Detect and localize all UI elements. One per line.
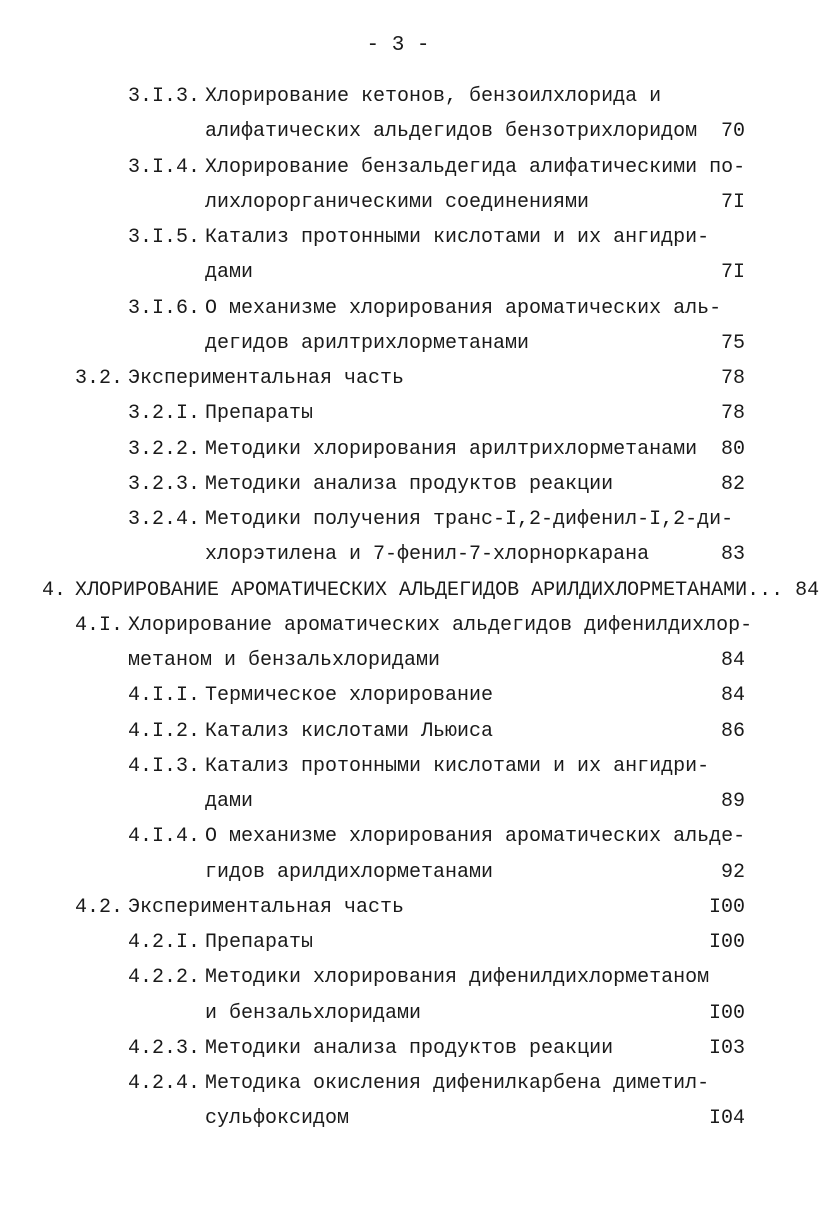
section-number: 3.2.3. — [128, 472, 201, 496]
toc-entry-line — [0, 647, 796, 675]
section-title: метаном и бензальхлоридами — [128, 649, 441, 672]
section-number: 4.2. — [75, 895, 124, 919]
page-ref: 86 — [720, 719, 745, 743]
section-title: гидов арилдихлорметанами — [205, 860, 494, 884]
toc-entry-line — [0, 400, 796, 428]
section-title: дегидов арилтрихлорметанами — [205, 331, 530, 355]
section-title: Хлорирование кетонов, бензоилхлорида и — [205, 85, 662, 108]
toc-entry-line — [0, 964, 796, 992]
page-ref: 75 — [720, 331, 745, 355]
section-number: 3.2.2. — [128, 437, 201, 461]
section-number: 4.I.I. — [128, 684, 201, 708]
toc-entry-line — [0, 1000, 796, 1028]
section-number: 3.2.I. — [128, 402, 201, 426]
section-title: Методики анализа продуктов реакции — [205, 472, 614, 496]
section-title: алифатических альдегидов бензотрихлоридом — [205, 120, 698, 144]
toc-entry-line — [0, 295, 796, 323]
section-title: Методика окисления дифенилкарбена диметил- — [205, 1072, 710, 1095]
dot-leader — [501, 859, 713, 887]
toc-entry-line — [0, 894, 796, 922]
section-title: Препараты — [205, 931, 314, 954]
section-title: хлорэтилена и 7-фенил-7-хлорноркарана — [205, 543, 650, 567]
dot-leader — [412, 365, 713, 393]
dot-leader — [657, 541, 713, 569]
toc-entry-line — [0, 436, 796, 464]
toc-entry-line — [0, 259, 796, 287]
section-number: 4.2.2. — [128, 966, 201, 990]
section-title: Хлорирование ароматических альдегидов дифенилдихлор- — [128, 613, 753, 637]
toc-entry-line — [0, 1105, 796, 1133]
section-number: 3.2.4. — [128, 508, 201, 531]
dot-leader — [357, 1105, 701, 1133]
section-title: Хлорирование бензальдегида алифатическими по- — [205, 155, 746, 179]
page-ref: I00 — [708, 1001, 745, 1025]
toc-entry-line — [0, 718, 796, 746]
page-ref: I00 — [708, 895, 745, 919]
section-number: 4.2.I. — [128, 931, 201, 954]
toc-entry-line — [0, 83, 796, 111]
section-title: Катализ протонными кислотами и их ангидри- — [205, 754, 710, 778]
toc-entry-line — [0, 823, 796, 851]
section-number: 4. — [42, 578, 67, 602]
page-ref: 92 — [720, 860, 745, 884]
toc-entry-line — [0, 471, 796, 499]
dot-leader — [621, 1035, 701, 1063]
dot-leader — [537, 330, 713, 358]
page-ref: 70 — [720, 120, 745, 144]
section-number: 4.2.4. — [128, 1072, 201, 1095]
page-ref: I04 — [708, 1107, 745, 1131]
toc-entry-line — [0, 612, 796, 640]
toc-entry-line — [0, 330, 796, 358]
page-ref: 89 — [720, 790, 745, 813]
page-ref: 7I — [720, 261, 745, 285]
toc-entry-line — [0, 541, 796, 569]
toc-entry-line — [0, 154, 796, 182]
section-title: и бензальхлоридами — [205, 1001, 422, 1025]
dot-leader — [501, 718, 713, 746]
dot-leader — [705, 436, 713, 464]
page-ref: 7I — [720, 190, 745, 214]
section-number: 3.I.3. — [128, 85, 201, 108]
section-number: 3.I.4. — [128, 155, 201, 179]
toc-entry-line — [0, 506, 796, 534]
toc-entry-line — [0, 929, 796, 957]
toc-entry-line — [0, 1035, 796, 1063]
dot-leader — [321, 400, 713, 428]
dot-leader — [429, 1000, 701, 1028]
section-title: Препараты — [205, 402, 314, 426]
dot-leader — [412, 894, 701, 922]
section-title: дами — [205, 790, 254, 813]
section-number: 3.I.5. — [128, 226, 201, 249]
dot-leader — [261, 788, 713, 816]
section-title: Методики получения транс-I,2-дифенил-I,2-ди- — [205, 508, 734, 531]
section-number: 4.I.3. — [128, 754, 201, 778]
section-title: О механизме хлорирования ароматических альде- — [205, 825, 746, 849]
toc-entry-line — [0, 682, 796, 710]
page-ref: I03 — [708, 1036, 745, 1060]
page-ref: 84 — [720, 684, 745, 708]
page-ref: 83 — [720, 543, 745, 567]
section-title: Термическое хлорирование — [205, 684, 494, 708]
section-title: сульфоксидом — [205, 1107, 350, 1131]
section-number: 4.2.3. — [128, 1036, 201, 1060]
dot-leader — [621, 471, 713, 499]
section-title: Методики хлорирования дифенилдихлорметаном — [205, 966, 710, 990]
section-title: Экспериментальная часть — [128, 367, 405, 390]
section-number: 4.I.2. — [128, 719, 201, 743]
dot-leader — [321, 929, 701, 957]
toc-entry-line — [0, 1070, 796, 1098]
toc-entry-line — [0, 859, 796, 887]
toc-entry-line — [0, 788, 796, 816]
section-title: Методики анализа продуктов реакции — [205, 1036, 614, 1060]
section-title: дами — [205, 261, 254, 285]
page-ref: I00 — [708, 931, 745, 954]
section-title: О механизме хлорирования ароматических аль- — [205, 296, 722, 320]
dot-leader — [501, 682, 713, 710]
dot-leader — [261, 259, 713, 287]
section-number: 4.I.4. — [128, 825, 201, 849]
page-ref: 80 — [720, 437, 745, 461]
page-ref: 84 — [795, 578, 819, 602]
page-number: - 3 - — [366, 34, 430, 57]
section-number: 4.I. — [75, 613, 124, 637]
section-title: ХЛОРИРОВАНИЕ АРОМАТИЧЕСКИХ АЛЬДЕГИДОВ АРИЛДИХЛОРМЕТАНАМИ... — [75, 578, 784, 602]
page-ref: 78 — [720, 402, 745, 426]
toc-entry-line — [0, 365, 796, 393]
toc-entry-line — [0, 189, 796, 217]
section-number: 3.I.6. — [128, 296, 201, 320]
toc-entry-line — [0, 577, 819, 605]
toc-entry-line — [0, 224, 796, 252]
page-ref: 78 — [720, 367, 745, 390]
section-title: лихлорорганическими соединениями — [205, 190, 590, 214]
dot-leader — [448, 647, 713, 675]
section-title: Экспериментальная часть — [128, 895, 405, 919]
toc-entry-line — [0, 753, 796, 781]
section-title: Методики хлорирования арилтрихлорметанами — [205, 437, 698, 461]
section-number: 3.2. — [75, 367, 124, 390]
page-ref: 82 — [720, 472, 745, 496]
dot-leader — [597, 189, 713, 217]
section-title: Катализ кислотами Льюиса — [205, 719, 494, 743]
dot-leader — [705, 118, 713, 146]
section-title: Катализ протонными кислотами и их ангидри- — [205, 226, 710, 249]
toc-entry-line — [0, 118, 796, 146]
page-ref: 84 — [720, 649, 745, 672]
